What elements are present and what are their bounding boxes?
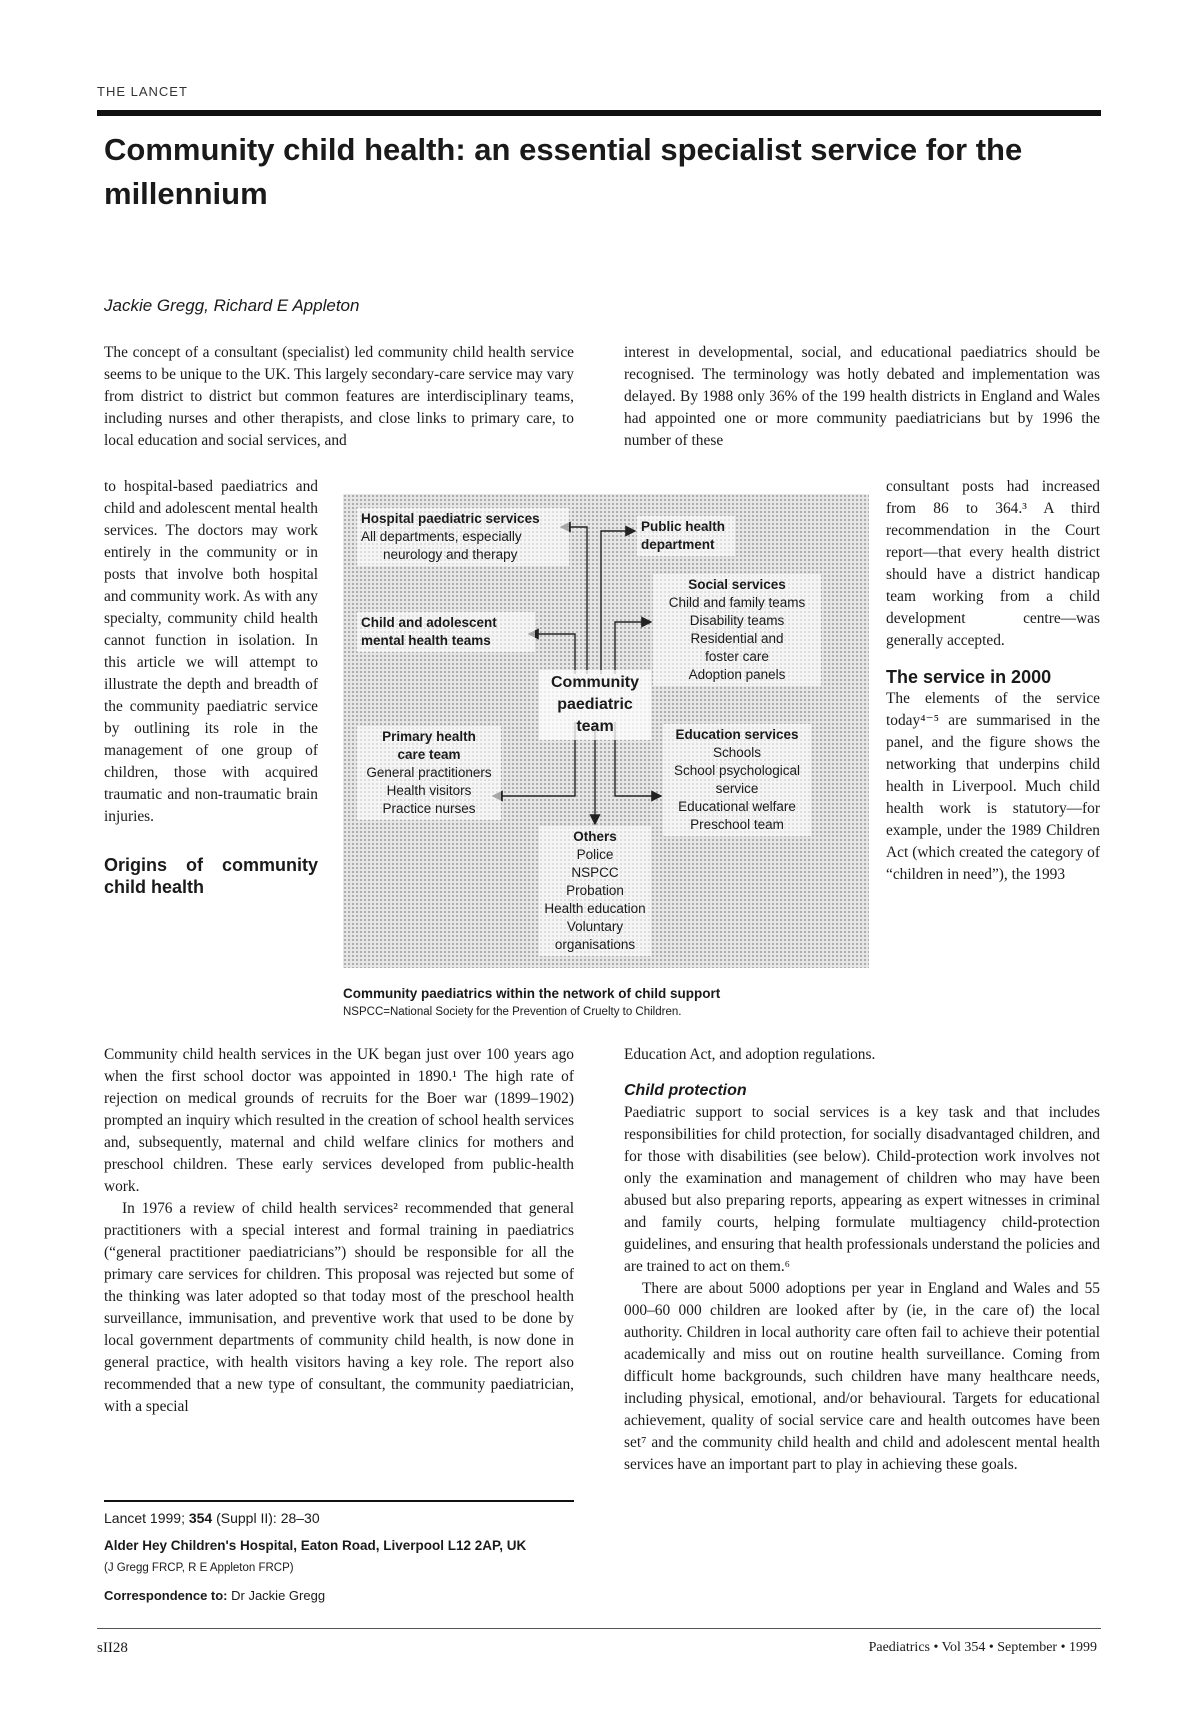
others-item: Police: [576, 847, 614, 862]
journal-name: THE LANCET: [97, 84, 188, 99]
community-team-box: [539, 670, 651, 740]
hospital-title: Hospital paediatric services: [361, 511, 540, 526]
affiliation: Alder Hey Children's Hospital, Eaton Road, Liverpool L12 2AP, UK: [104, 1538, 527, 1553]
child-protection-paragraph-1: Paediatric support to social services is a key task and that includes responsibilities for child protection, for socially disadvantaged children, and for those with disabilities (see below). Child-protection work involves not only the examination and management of children who may have been abused but also preparing reports, appearing as expert witnesses in criminal and family courts, helping formulate multiagency child-protection guidelines, and ensuring that health professionals understand the policies and are trained to act on them.⁶: [624, 1104, 1100, 1275]
public-health-title: Public health: [641, 519, 726, 534]
social-item: Child and family teams: [668, 595, 806, 610]
others-item: NSPCC: [571, 865, 619, 880]
hospital-item: neurology and therapy: [383, 547, 518, 562]
correspondence-label: Correspondence to:: [104, 1588, 232, 1603]
network-figure: [343, 494, 869, 968]
others-box: [539, 826, 651, 956]
intro-paragraph-a: The concept of a consultant (specialist) led community child health service seems to be unique to the UK. This largely secondary-care service may vary from district to district but common features are interdisciplinary teams, including nurses and other therapists, and close links to primary care, to local education and social services, and: [104, 344, 574, 449]
hospital-item: All departments, especially: [361, 529, 522, 544]
others-title: Others: [573, 829, 617, 844]
top-rule: [97, 110, 1101, 116]
social-title: Social services: [688, 577, 786, 592]
col2-paragraph-a: interest in developmental, social, and educational paediatrics should be recognised. The terminology was hotly debated and implementation was delayed. By 1988 only 36% of the 199 health districts in England and Wales had appointed one or more community paediatricians but by 1996 the number of these: [624, 344, 1100, 449]
education-title: Education services: [675, 727, 799, 742]
education-item: Educational welfare: [678, 799, 796, 814]
hospital-box: [357, 508, 569, 566]
correspondence: [104, 1588, 325, 1603]
col1-intro-full: [104, 342, 574, 452]
authors: Jackie Gregg, Richard E Appleton: [104, 296, 360, 315]
education-item: service: [715, 781, 759, 796]
origins-paragraph-2: In 1976 a review of child health services² recommended that general practitioners with a special interest and formal training in paediatrics (“general practitioner paediatricians”) should be responsible for all the primary care services for children. This proposal was rejected but some of the thinking was later adopted so that today most of the preschool health surveillance, immunisation, and preventive work that used to be done by local government departments of community child health, is now done in general practice, with health visitors having a key role. The report also recommended that a new type of consultant, the community paediatrician, with a special: [104, 1200, 574, 1415]
article-title: Community child health: an essential specialist service for the millennium: [104, 132, 1023, 211]
primary-title: Primary health: [382, 729, 476, 744]
page-number: sII28: [97, 1640, 128, 1656]
camh-title: Child and adolescent: [361, 615, 497, 630]
others-item: Probation: [566, 883, 624, 898]
primary-item: Health visitors: [386, 783, 472, 798]
citation-volume: 354: [188, 1510, 213, 1526]
arrow-to-public-health: [601, 531, 635, 674]
public-health-box: [637, 516, 735, 556]
col2-narrow: [886, 476, 1100, 886]
origins-paragraph-1: Community child health services in the UK began just over 100 years ago when the first school doctor was appointed in 1890.¹ The high rate of rejection on medical grounds of recruits for the Boer war (1899–1902) prompted an inquiry which resulted in the creation of school health services and, subsequently, maternal and child welfare clinics for mothers and preschool children. These early services developed from public-health work.: [104, 1046, 574, 1195]
running-footer: Paediatrics • Vol 354 • September • 1999: [868, 1640, 1097, 1655]
others-item: organisations: [554, 937, 636, 952]
others-item: Health education: [544, 901, 646, 916]
center-title: team: [576, 718, 614, 735]
public-health-title: department: [641, 537, 715, 552]
col1-intro-narrow: [104, 476, 318, 898]
primary-care-box: [357, 726, 501, 820]
footnote-rule: [104, 1500, 574, 1502]
child-protection-heading: Child protection: [624, 1082, 747, 1099]
education-item: Schools: [712, 745, 762, 760]
col2-bottom: [624, 1044, 1100, 1476]
education-item: Preschool team: [690, 817, 784, 832]
col1-origins-body: [104, 1044, 574, 1418]
bottom-rule: [97, 1628, 1101, 1629]
citation-prefix: Lancet 1999;: [104, 1510, 189, 1526]
affiliation-names: (J Gregg FRCP, R E Appleton FRCP): [104, 1562, 294, 1574]
primary-item: Practice nurses: [382, 801, 476, 816]
social-item: Disability teams: [689, 613, 785, 628]
service-continuation: Education Act, and adoption regulations.: [624, 1046, 876, 1063]
arrow-to-social: [615, 622, 651, 674]
others-item: Voluntary: [566, 919, 624, 934]
col2-top-full: [624, 342, 1100, 452]
center-title: Community: [551, 674, 639, 691]
citation: [104, 1510, 320, 1526]
center-title: paediatric: [557, 696, 633, 713]
child-protection-paragraph-2: There are about 5000 adoptions per year in England and Wales and 55 000–60 000 children are looked after by (ie, in the care of) the local authority. Children in local authority care often fail to achieve their potential academically and miss out on routine health surveillance. Coming from difficult home backgrounds, such children have many healthcare needs, including physical, emotional, and/or behavioural. Targets for educational achievement, quality of social service care and health outcomes have been set⁷ and the community child health and child and adolescent mental health services have an important part to play in achieving these goals.: [624, 1280, 1100, 1473]
camh-title: mental health teams: [361, 633, 491, 648]
service-paragraph: The elements of the service today⁴⁻⁵ are summarised in the panel, and the figure shows the networking that underpins child health in Liverpool. Much child health work is statutory—for example, under the 1989 Children Act (which created the category of “children in need”), the 1993: [886, 690, 1100, 883]
education-item: School psychological: [673, 763, 801, 778]
education-box: [663, 724, 811, 836]
camh-box: [357, 612, 535, 652]
col2-paragraph-b: consultant posts had increased from 86 to 364.³ A third recommendation in the Court report—that every health district should have a district handicap team working from a child development centre—was generally accepted.: [886, 478, 1100, 649]
social-item: Adoption panels: [688, 667, 786, 682]
social-item: foster care: [705, 649, 769, 664]
origins-heading: Origins of community child health: [104, 855, 318, 897]
primary-item: General practitioners: [366, 765, 492, 780]
figure-caption-note: NSPCC=National Society for the Prevention of Cruelty to Children.: [343, 1006, 682, 1018]
service-heading: The service in 2000: [886, 667, 1052, 687]
social-services-box: [653, 574, 821, 686]
arrow-to-camh: [529, 634, 575, 674]
figure-caption: Community paediatrics within the network of child support: [343, 986, 721, 1001]
primary-title: care team: [397, 747, 461, 762]
correspondence-name: Dr Jackie Gregg: [231, 1588, 326, 1603]
citation-suffix: (Suppl II): 28–30: [212, 1510, 320, 1526]
social-item: Residential and: [690, 631, 784, 646]
intro-paragraph-b: to hospital-based paediatrics and child and adolescent mental health services. The doctors may work entirely in the community or in posts that involve both hospital and community work. As with any specialty, community child health cannot function in isolation. In this article we will attempt to illustrate the depth and breadth of the community paediatric service by outlining its role in the management of one group of children, those with acquired traumatic and non-traumatic brain injuries.: [104, 478, 318, 825]
